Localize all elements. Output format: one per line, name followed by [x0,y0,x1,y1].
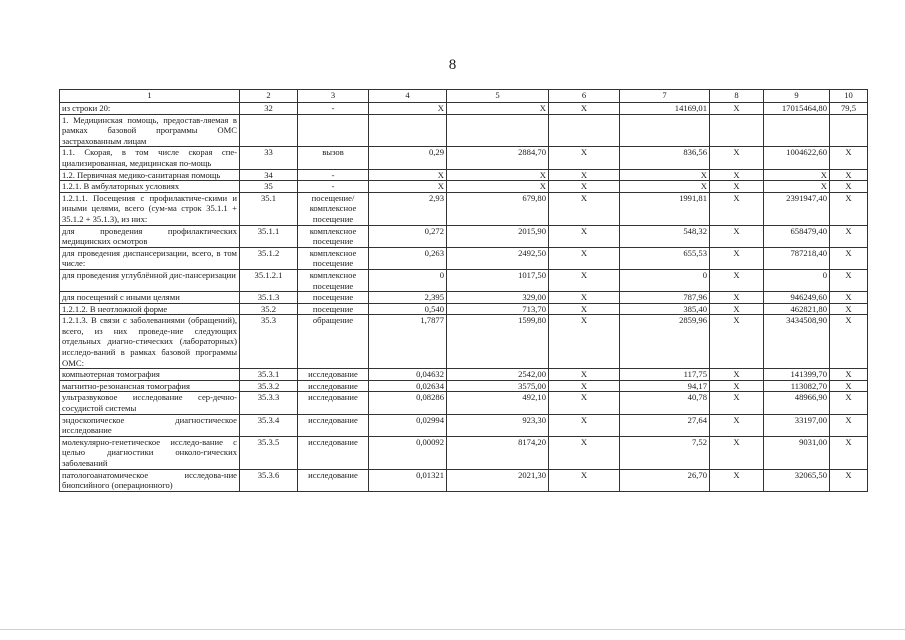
row-code-cell: 35.1.2.1 [240,269,298,291]
value-cell: X [710,103,764,115]
value-cell [369,114,447,147]
value-cell: X [447,181,549,193]
row-code-cell: 35.3.3 [240,392,298,414]
value-cell: 0 [369,269,447,291]
row-label-cell: из строки 20: [60,103,240,115]
row-label-cell: 1.2.1.2. В неотложной форме [60,303,240,315]
row-label-cell: 1. Медицинская помощь, предостав-ляемая в рамках базовой программы ОМС застрахованным лицам [60,114,240,147]
value-cell: X [549,269,620,291]
value-cell: 32065,50 [764,469,830,491]
column-header: 6 [549,90,620,103]
value-cell: 548,32 [620,225,710,247]
value-cell: 492,10 [447,392,549,414]
value-cell: 2391947,40 [764,192,830,225]
value-cell: X [549,192,620,225]
row-label-cell: компьютерная томография [60,369,240,381]
value-cell: 0,08286 [369,392,447,414]
table-row [60,469,868,491]
table-body [60,103,868,492]
column-header: 9 [764,90,830,103]
value-cell: 787,96 [620,292,710,304]
value-cell: X [830,169,868,181]
value-cell: 2021,30 [447,469,549,491]
table-row [60,225,868,247]
table-row [60,292,868,304]
value-cell: X [830,315,868,369]
value-cell: 141399,70 [764,369,830,381]
row-code-cell: 35.3.4 [240,414,298,436]
row-code-cell: 35.1.2 [240,247,298,269]
value-cell: 14169,01 [620,103,710,115]
value-cell: X [710,269,764,291]
table-row [60,269,868,291]
value-cell: 0,01321 [369,469,447,491]
value-cell: 836,56 [620,147,710,169]
column-header: 5 [447,90,549,103]
unit-cell: исследование [298,436,369,469]
value-cell: 8174,20 [447,436,549,469]
value-cell: X [830,369,868,381]
unit-cell: посещение [298,292,369,304]
value-cell [447,114,549,147]
row-code-cell: 35.3.6 [240,469,298,491]
row-code-cell: 35.3.2 [240,380,298,392]
column-header: 2 [240,90,298,103]
value-cell: 0,540 [369,303,447,315]
value-cell: X [710,469,764,491]
value-cell: X [549,103,620,115]
value-cell: X [447,103,549,115]
value-cell: X [830,303,868,315]
value-cell: 94,17 [620,380,710,392]
table-header [60,90,868,103]
column-header: 3 [298,90,369,103]
page-number: 8 [448,57,457,73]
row-code-cell [240,114,298,147]
value-cell: X [710,369,764,381]
value-cell: X [830,147,868,169]
value-cell: X [549,247,620,269]
row-code-cell: 35 [240,181,298,193]
value-cell: 0,00092 [369,436,447,469]
table-row [60,114,868,147]
row-label-cell: эндоскопическое диагностическое исследование [60,414,240,436]
value-cell: X [549,414,620,436]
value-cell: 17015464,80 [764,103,830,115]
value-cell: X [549,292,620,304]
value-cell: X [830,192,868,225]
row-code-cell: 32 [240,103,298,115]
value-cell: 2,93 [369,192,447,225]
value-cell: 2,395 [369,292,447,304]
value-cell: X [710,303,764,315]
value-cell: 2492,50 [447,247,549,269]
row-code-cell: 35.1 [240,192,298,225]
value-cell: X [830,380,868,392]
value-cell: 787218,40 [764,247,830,269]
value-cell: X [710,315,764,369]
value-cell: 2859,96 [620,315,710,369]
value-cell [764,114,830,147]
row-code-cell: 35.2 [240,303,298,315]
row-label-cell: 1.2.1.3. В связи с заболеваниями (обращений), всего, из них проведе-ние следующих отдельных диагно-стических (лабораторных) исследо-ваний в рамках базовой программы ОМС: [60,315,240,369]
value-cell: 0,04632 [369,369,447,381]
value-cell: X [620,181,710,193]
value-cell: 113082,70 [764,380,830,392]
row-label-cell: 1.1. Скорая, в том числе скорая спе-циализированная, медицинская по-мощь [60,147,240,169]
table-row [60,103,868,115]
value-cell: X [710,192,764,225]
value-cell: X [549,147,620,169]
value-cell: 0 [620,269,710,291]
table-row [60,303,868,315]
value-cell: X [549,225,620,247]
table-row [60,247,868,269]
unit-cell: комплексное посещение [298,269,369,291]
row-code-cell: 35.3.5 [240,436,298,469]
column-header: 1 [60,90,240,103]
value-cell: X [549,469,620,491]
value-cell [710,114,764,147]
row-code-cell: 35.3 [240,315,298,369]
value-cell: 1017,50 [447,269,549,291]
row-label-cell: магнитно-резонансная томография [60,380,240,392]
value-cell: 655,53 [620,247,710,269]
value-cell: X [830,292,868,304]
row-code-cell: 33 [240,147,298,169]
row-code-cell: 35.3.1 [240,369,298,381]
value-cell: X [710,414,764,436]
value-cell: X [830,247,868,269]
value-cell: 0,263 [369,247,447,269]
column-header: 7 [620,90,710,103]
value-cell: 1004622,60 [764,147,830,169]
value-cell: 2884,70 [447,147,549,169]
value-cell: 40,78 [620,392,710,414]
unit-cell: исследование [298,369,369,381]
value-cell: 79,5 [830,103,868,115]
row-code-cell: 35.1.3 [240,292,298,304]
value-cell: 923,30 [447,414,549,436]
value-cell: X [710,147,764,169]
value-cell: X [549,181,620,193]
table-row [60,380,868,392]
table-row [60,369,868,381]
row-label-cell: для посещений с иными целями [60,292,240,304]
unit-cell: исследование [298,392,369,414]
value-cell: 0,02994 [369,414,447,436]
value-cell: X [764,169,830,181]
row-label-cell: для проведения диспансеризации, всего, в том числе: [60,247,240,269]
value-cell: X [710,380,764,392]
value-cell: 0,272 [369,225,447,247]
value-cell: 329,00 [447,292,549,304]
value-cell: X [369,103,447,115]
unit-cell: - [298,169,369,181]
value-cell: X [369,169,447,181]
unit-cell: - [298,103,369,115]
row-label-cell: для проведения углублённой дис-пансеризации [60,269,240,291]
table-row [60,436,868,469]
value-cell: X [710,392,764,414]
value-cell: 0 [764,269,830,291]
value-cell: 946249,60 [764,292,830,304]
value-cell: X [549,315,620,369]
row-label-cell: патологоанатомическое исследова-ние биопсийного (операционного) [60,469,240,491]
value-cell: 27,64 [620,414,710,436]
value-cell: X [549,303,620,315]
value-cell: 33197,00 [764,414,830,436]
value-cell: 3575,00 [447,380,549,392]
value-cell: X [830,181,868,193]
value-cell: 679,80 [447,192,549,225]
value-cell: X [710,225,764,247]
row-label-cell: 1.2. Первичная медико-санитарная помощь [60,169,240,181]
value-cell: X [369,181,447,193]
unit-cell: посещение/ комплексное посещение [298,192,369,225]
financing-table [59,89,868,492]
row-label-cell: 1.2.1. В амбулаторных условиях [60,181,240,193]
row-code-cell: 34 [240,169,298,181]
value-cell: 1599,80 [447,315,549,369]
value-cell: 713,70 [447,303,549,315]
value-cell: X [710,169,764,181]
column-header: 10 [830,90,868,103]
table-row [60,181,868,193]
value-cell: 26,70 [620,469,710,491]
value-cell: X [764,181,830,193]
row-label-cell: молекулярно-генетическое исследо-вание с целью диагностики онколо-гических заболеваний [60,436,240,469]
value-cell: 658479,40 [764,225,830,247]
unit-cell [298,114,369,147]
value-cell: X [549,369,620,381]
table-row [60,147,868,169]
unit-cell: вызов [298,147,369,169]
value-cell [549,114,620,147]
value-cell: 1991,81 [620,192,710,225]
unit-cell: исследование [298,414,369,436]
value-cell: 48966,90 [764,392,830,414]
value-cell: X [549,380,620,392]
value-cell: X [830,225,868,247]
value-cell: 2015,90 [447,225,549,247]
value-cell: X [620,169,710,181]
value-cell: X [710,436,764,469]
row-code-cell: 35.1.1 [240,225,298,247]
value-cell [620,114,710,147]
scan-edge [0,629,905,630]
value-cell: X [830,469,868,491]
table-row [60,169,868,181]
unit-cell: обращение [298,315,369,369]
row-label-cell: 1.2.1.1. Посещения с профилактиче-скими и иными целями, всего (сум-ма строк 35.1.1 + 35.1.2 + 35.1.3), из них: [60,192,240,225]
value-cell: X [710,247,764,269]
column-header: 8 [710,90,764,103]
unit-cell: исследование [298,469,369,491]
value-cell: 385,40 [620,303,710,315]
value-cell: X [447,169,549,181]
value-cell: X [830,269,868,291]
value-cell: 117,75 [620,369,710,381]
unit-cell: комплексное посещение [298,225,369,247]
value-cell: 9031,00 [764,436,830,469]
value-cell: X [549,392,620,414]
value-cell: X [549,436,620,469]
value-cell: 3434508,90 [764,315,830,369]
table-row [60,315,868,369]
value-cell: X [710,181,764,193]
unit-cell: - [298,181,369,193]
value-cell: 1,7877 [369,315,447,369]
value-cell: 0,29 [369,147,447,169]
value-cell: X [830,392,868,414]
column-header: 4 [369,90,447,103]
unit-cell: исследование [298,380,369,392]
value-cell: 7,52 [620,436,710,469]
table-row [60,192,868,225]
value-cell: X [710,292,764,304]
value-cell: 462821,80 [764,303,830,315]
row-label-cell: для проведения профилактических медицинских осмотров [60,225,240,247]
row-label-cell: ультразвуковое исследование сер-дечно-сосудистой системы [60,392,240,414]
value-cell: 0,02634 [369,380,447,392]
unit-cell: посещение [298,303,369,315]
table-row [60,414,868,436]
unit-cell: комплексное посещение [298,247,369,269]
value-cell: X [549,169,620,181]
value-cell: X [830,414,868,436]
table-row [60,392,868,414]
value-cell: 2542,00 [447,369,549,381]
value-cell: X [830,436,868,469]
value-cell [830,114,868,147]
